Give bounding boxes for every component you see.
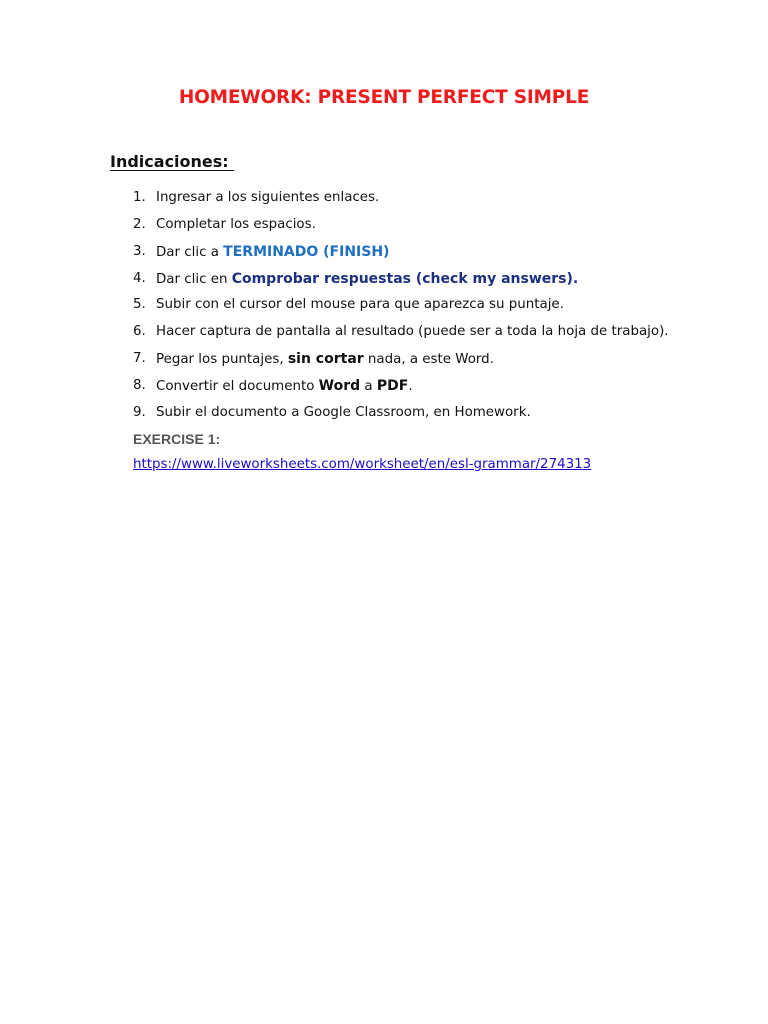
- step-text: [156, 405, 531, 420]
- step-text-part: Dar clic en: [156, 272, 232, 287]
- exercise-label: EXERCISE 1:: [133, 431, 221, 447]
- step-text-part: Subir con el cursor del mouse para que aparezca su puntaje.: [156, 297, 564, 312]
- step-number: 9.: [133, 405, 146, 420]
- step-text: [156, 297, 564, 312]
- step-text: [156, 190, 379, 205]
- step-text-part: Ingresar a los siguientes enlaces.: [156, 190, 380, 205]
- step-number: 2.: [133, 217, 146, 232]
- bold-emphasis: sin cortar: [287, 351, 364, 367]
- step-text: [156, 271, 578, 287]
- step-number: 5.: [133, 297, 146, 312]
- finish-highlight: TERMINADO (FINISH): [223, 244, 390, 260]
- step-text-part: Dar clic a: [156, 245, 224, 260]
- step-text: [156, 378, 413, 394]
- step-number: 4.: [133, 271, 146, 286]
- step-text-part: Hacer captura de pantalla al resultado (puede ser a toda la hoja de trabajo).: [156, 324, 669, 339]
- step-number: 7.: [133, 351, 146, 366]
- instructions-heading: Indicaciones:: [110, 152, 235, 171]
- step-text-part: Pegar los puntajes,: [156, 352, 288, 367]
- step-text-part: .: [408, 379, 413, 394]
- step-text: [156, 217, 316, 232]
- step-text-part: a: [360, 379, 377, 394]
- step-text: [156, 324, 669, 339]
- step-number: 3.: [133, 244, 146, 259]
- step-text: [156, 244, 389, 260]
- bold-emphasis: Word: [318, 378, 361, 394]
- step-text-part: Completar los espacios.: [156, 217, 316, 232]
- bold-emphasis: PDF: [376, 378, 409, 394]
- step-text-part: Convertir el documento: [156, 379, 319, 394]
- check-answers-highlight: Comprobar respuestas (check my answers).: [231, 271, 579, 287]
- exercise-link[interactable]: https://www.liveworksheets.com/worksheet/en/esl-grammar/274313: [133, 457, 592, 472]
- step-text-part: Subir el documento a Google Classroom, en Homework.: [156, 405, 531, 420]
- document-title: HOMEWORK: PRESENT PERFECT SIMPLE: [178, 87, 590, 108]
- step-text: [156, 351, 494, 367]
- step-number: 1.: [133, 190, 146, 205]
- step-text-part: nada, a este Word.: [363, 352, 494, 367]
- step-number: 8.: [133, 378, 146, 393]
- step-number: 6.: [133, 324, 146, 339]
